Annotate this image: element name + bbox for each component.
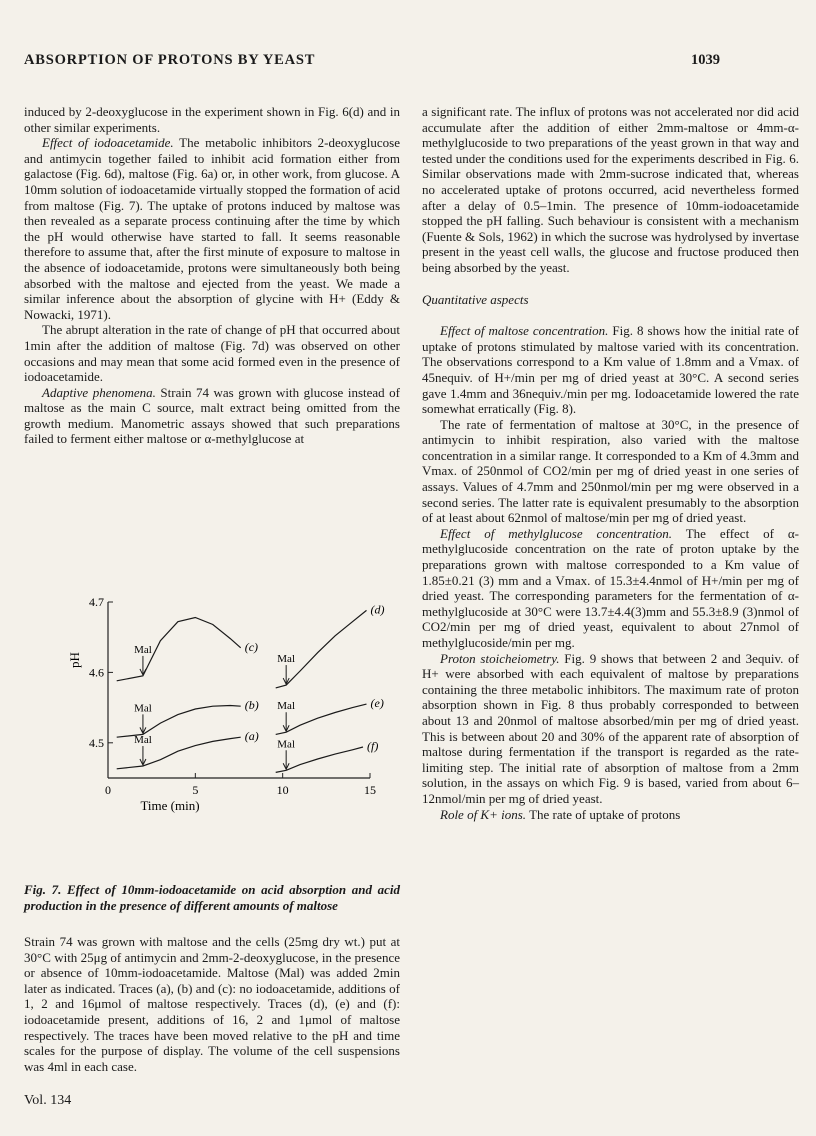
y-axis-label: pH [67,652,82,668]
paragraph-heading: Adaptive phenomena. [42,384,156,400]
left-column [24,104,400,447]
paragraph-body: Fig. 9 shows that between 2 and 3equiv. of H+ were absorbed with each equivalent of maltose by preparations containing the three metabolic inhibitors. The maximum rate of proton absorption shown in Fig. 8 thus probably corresponded to between about 13 and 20nmol of maltose absorbed/min per mg of dried yeast. This is between about 20 and 30% of the apparent rate of absorption of maltose during fermentation if the transport is regarded as the rate-limiting step. The initial rate of absorption of maltose from a 2mm solution, in the assays on which Fig. 9 is based, varied from about 6–12nmol/min per mg of dried yeast. [422,650,799,806]
trace-line [276,747,363,772]
paragraph-heading: Role of K+ ions. [440,806,527,822]
y-tick-label: 4.6 [89,665,104,680]
volume-footer: Vol. 134 [24,1093,72,1108]
paragraph-body: Fig. 8 shows how the initial rate of uptake of protons stimulated by maltose varied with its concentration. The observations correspond to a Km value of 1.8mm and a Vmax. of 45nequiv. of H+/min per mg of dried yeast at 30°C. A second series gave 1.4mm and 36nequiv./min per mg. Iodoacetamide lowered the rate somewhat erratically (Fig. 8). [422,323,799,417]
mal-label: Mal [134,702,152,715]
trace-label: (c) [244,639,259,654]
y-tick-label: 4.5 [89,735,104,750]
trace-label: (a) [244,729,259,744]
paragraph-body: The rate of uptake of protons [526,806,681,822]
x-tick-label: 5 [192,783,199,797]
paragraph-body: The effect of α-methylglucoside concentration on the rate of proton uptake by the preparations grown with maltose corresponded to a Km value of 1.85±0.21 (3) mm and a Vmax. of 15.3±4.4nmol of H+/min per mg of dried yeast. The corresponding parameters for the fermentation of α-methylglucoside at 30°C were 13.7±4.4(3)mm and 55.3±8.9 (3)nmol of CO2/min per mg of dried yeast, equivalent to about 27nmol of methylglucoside/min per mg. [422,525,799,650]
paragraph-heading: Effect of maltose concentration. [440,323,609,339]
x-tick-label: 0 [105,783,111,797]
y-tick-label: 4.7 [89,595,104,609]
right-paragraph-2 [422,323,799,417]
trace-line [276,610,367,688]
right-paragraph-6 [422,807,799,823]
page-number: 1039 [691,52,720,68]
right-paragraph-1: a significant rate. The influx of protons was not accelerated nor did acid accumulate after the addition of either 2mm-maltose or 4mm-α-methylglucoside to two preparations of the yeast grown in that way and tested under the conditions used for the experiments described in Fig. 6. Similar observations made with 2mm-sucrose indicated that, whereas no accelerated uptake of protons occurred, acid nevertheless formed after a delay of 0.5–1min. The presence of 10mm-iodoacetamide stopped the pH falling. Such behaviour is consistent with a mechanism (Fuente & Sols, 1962) in which the sucrose was hydrolysed by invertase present in the yeast cell walls, the glucose and fructose produced then being absorbed by the yeast. [422,104,799,275]
paragraph-body: Strain 74 was grown with glucose instead of maltose as the main C source, malt extract being omitted from the growth medium. Manometric assays showed that such preparations failed to ferment either maltose or α-methylglucose at [24,384,400,447]
figure-7 [24,586,400,846]
running-title: ABSORPTION OF PROTONS BY YEAST [24,52,316,68]
right-paragraph-5 [422,651,799,807]
paragraph-body: The metabolic inhibitors 2-deoxyglucose and antimycin together failed to inhibit acid formation either from galactose (Fig. 6d), maltose (Fig. 6a) or, in other work, from glucose. A 10mm solution of iodoacetamide virtually stopped the formation of acid from maltose (Fig. 7). The uptake of protons induced by maltose was then revealed as a separate process continuing after the time by which the pH would otherwise have started to fall. It seems reasonable therefore to assume that, after the first minute of exposure to maltose in the absence of iodoacetamide, protons were simultaneously both being absorbed with the maltose and ejected from the yeast. We made a similar inference about the absorption of glycine with H+ (Eddy & Nowacki, 1971). [24,135,400,322]
trace-label: (e) [370,696,384,711]
mal-label: Mal [277,653,296,666]
right-column [422,104,799,822]
running-header [24,52,720,72]
figure-caption-body: Strain 74 was grown with maltose and the cells (25mg dry wt.) put at 30°C with 25μg of antimycin and 2mm-2-deoxyglucose, in the presence or absence of 10mm-iodoacetamide. Maltose (Mal) was added 2min later as indicated. Traces (a), (b) and (c): no iodoacetamide, additions of 1, 2 and 16μmol of maltose respectively. Traces (d), (e) and (f): iodoacetamide present, additions of 16, 2 and 1μmol of maltose respectively. The traces have been moved relative to the pH and time scales for the purpose of display. The volume of the cell suspensions was 4ml in each case. [24,934,400,1074]
section-heading: Quantitative aspects [422,291,529,307]
left-paragraph-1: induced by 2-deoxyglucose in the experiment shown in Fig. 6(d) and in other similar experiments. [24,104,400,135]
right-paragraph-4 [422,526,799,651]
chart-axes [108,602,370,778]
figure-caption-title [24,882,400,913]
x-tick-label: 15 [364,783,376,797]
paragraph-heading: Effect of iodoacetamide. [42,135,174,151]
paragraph-heading: Proton stoicheiometry. [440,650,560,666]
mal-label: Mal [277,700,296,713]
mal-label: Mal [134,643,152,656]
caption-title-text: Fig. 7. Effect of 10mm-iodoacetamide on acid absorption and acid production in the presence of different amounts of maltose [24,882,400,913]
paragraph-heading: Effect of methylglucose concentration. [440,525,673,541]
mal-label: Mal [134,734,152,747]
trace-label: (d) [370,602,385,617]
mal-label: Mal [277,738,296,751]
fig7-chart [24,586,400,846]
trace-label: (b) [244,698,259,713]
x-tick-label: 10 [276,783,289,797]
left-paragraph-2 [24,135,400,322]
left-paragraph-4 [24,385,400,447]
x-axis-label: Time (min) [140,798,200,813]
trace-label: (f) [367,739,379,754]
chart-traces [117,602,385,772]
left-paragraph-3: The abrupt alteration in the rate of change of pH that occurred about 1min after the addition of maltose (Fig. 7d) was observed on other occasions and may mean that some acid formed even in the presence of iodoacetamide. [24,322,400,385]
right-paragraph-3: The rate of fermentation of maltose at 30°C, in the presence of antimycin to inhibit respiration, also varied with the maltose concentration in a similar range. It corresponded to a Km of 4.3mm and Vmax. of 250nmol of CO2/min per mg of dried yeast in one series of assays. Values of 4.7mm and 250nmol/min per mg were observed in a second series. The latter rate is equivalent presumably to the absorption of at least about 62nmol of maltose/min per mg of dried yeast. [422,416,799,526]
